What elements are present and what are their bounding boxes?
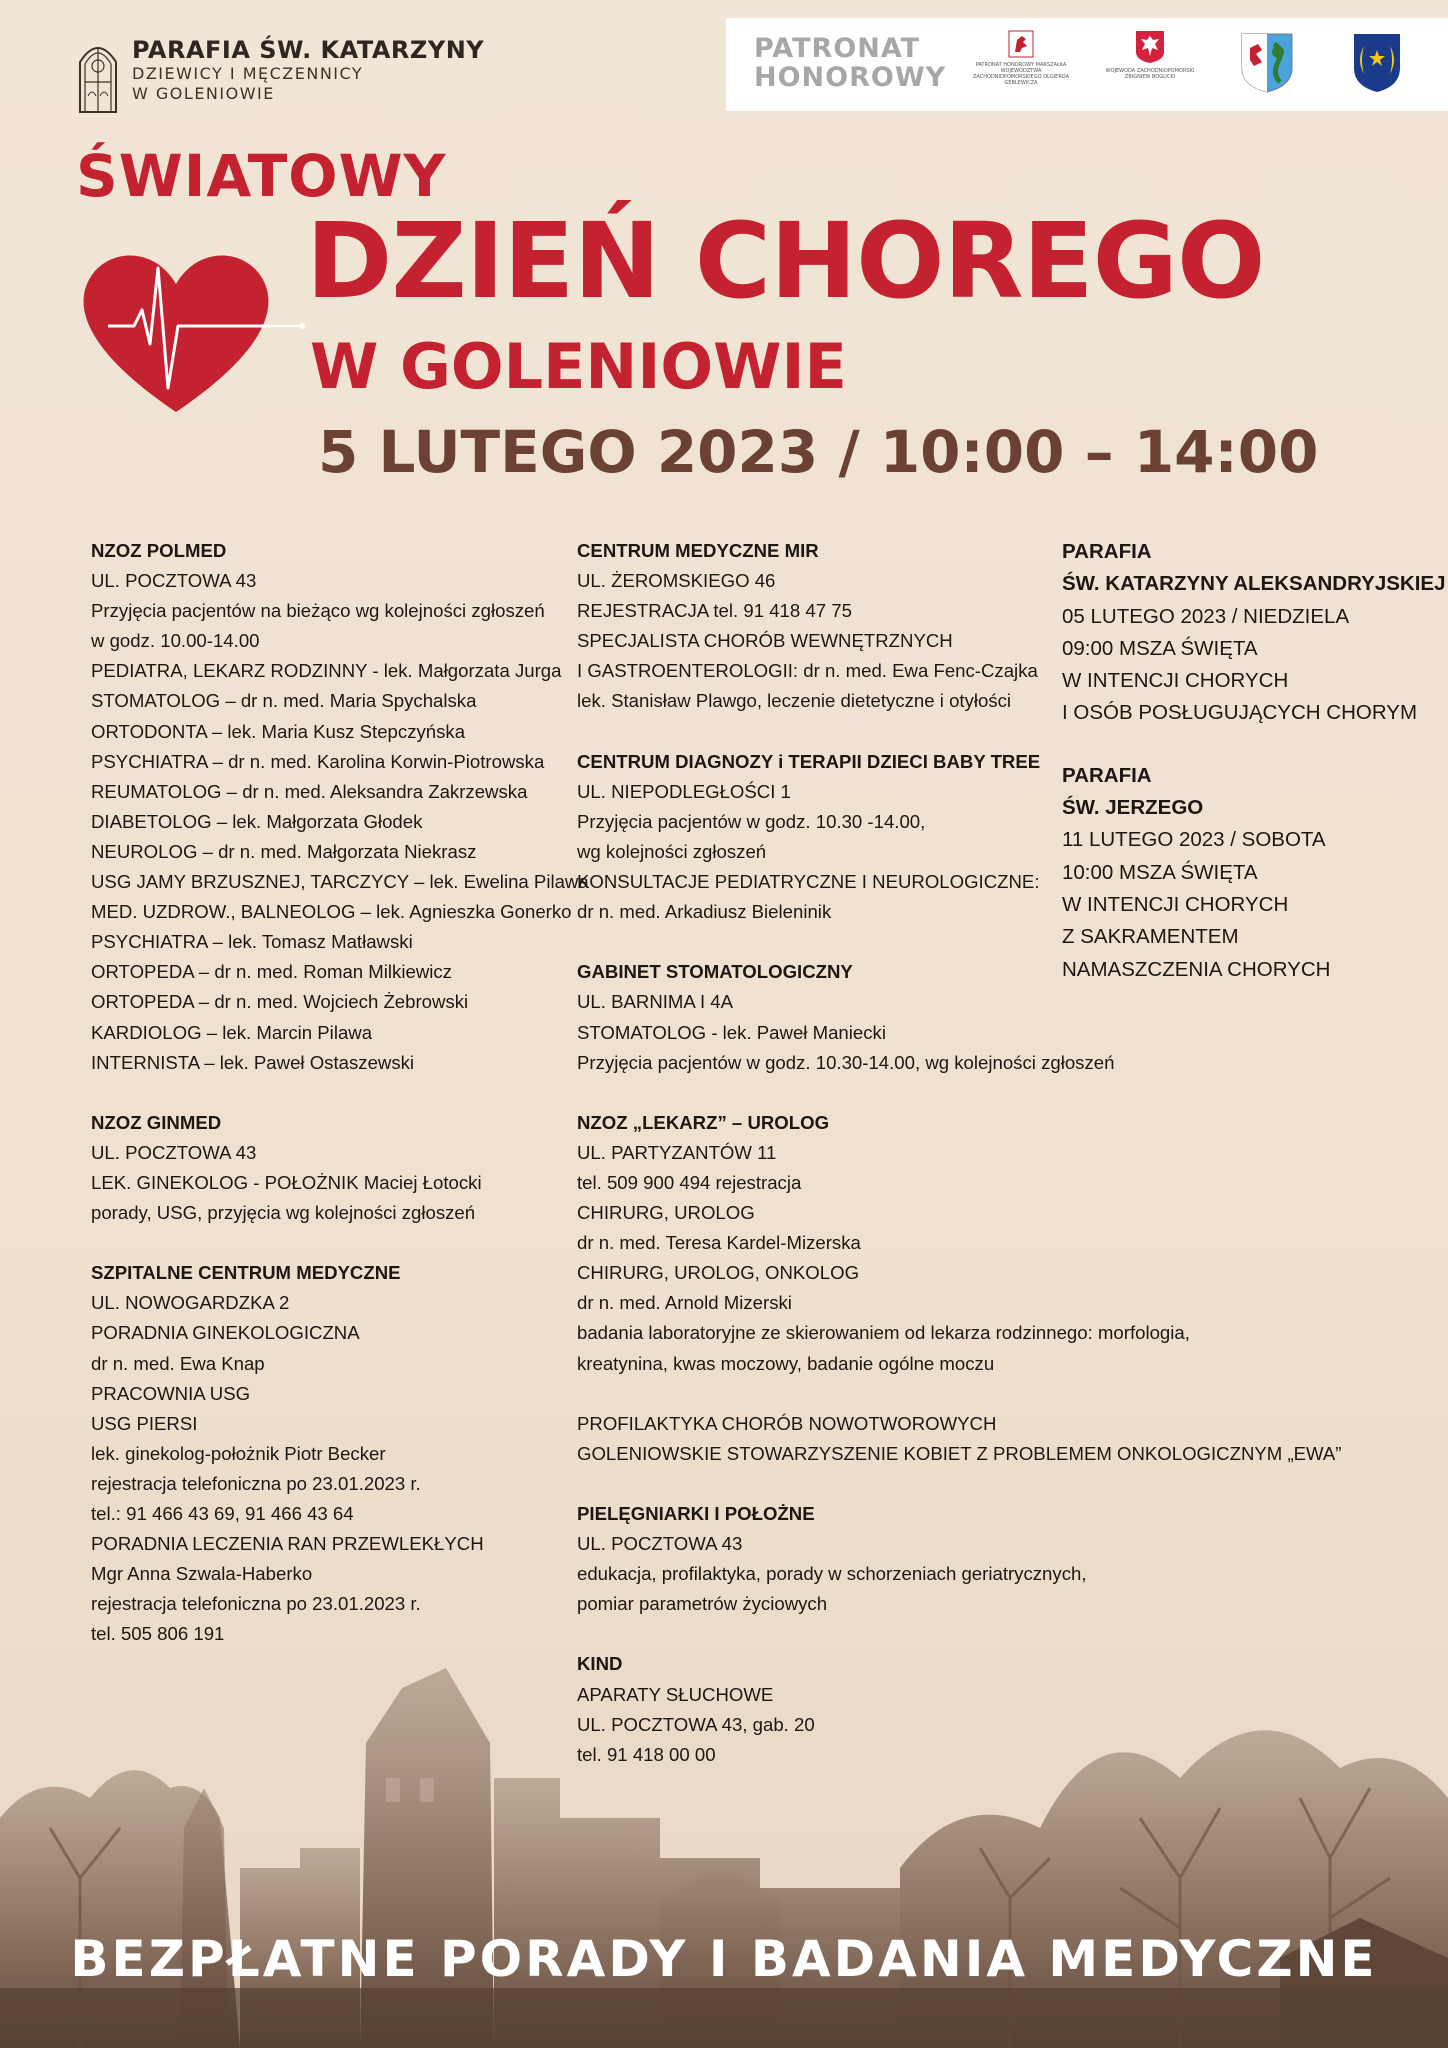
title-w-goleniowie: W GOLENIOWIE [310,330,847,403]
info-line: REUMATOLOG – dr n. med. Aleksandra Zakrzewska [91,780,528,802]
info-line: UL. POCZTOWA 43 [577,1533,743,1555]
info-line: PSYCHIATRA – lek. Tomasz Matławski [91,931,413,953]
section-heading: KIND [577,1653,623,1675]
info-line: wg kolejności zgłoszeń [577,840,767,862]
info-line: STOMATOLOG - lek. Paweł Maniecki [577,1021,886,1043]
section-heading: ŚW. KATARZYNY ALEKSANDRYJSKIEJ [1062,572,1446,596]
section-heading: SZPITALNE CENTRUM MEDYCZNE [91,1262,401,1284]
church-window-icon [76,36,120,114]
heart-pulse-icon [76,240,306,420]
info-line: PEDIATRA, LEKARZ RODZINNY - lek. Małgorzata Jurga [91,660,562,682]
section-heading: GABINET STOMATOLOGICZNY [577,961,853,983]
info-line: w godz. 10.00-14.00 [91,630,260,652]
info-line: lek. ginekolog-położnik Piotr Becker [91,1442,386,1464]
voivode-patron [1100,30,1200,80]
info-line: PSYCHIATRA – dr n. med. Karolina Korwin-Piotrowska [91,750,545,772]
info-line: kreatynina, kwas moczowy, badanie ogólne moczu [577,1352,995,1374]
info-line: rejestracja telefoniczna po 23.01.2023 r. [91,1472,421,1494]
info-line: UL. ŻEROMSKIEGO 46 [577,570,776,592]
info-line: DIABETOLOG – lek. Małgorzata Głodek [91,810,423,832]
info-line: dr n. med. Ewa Knap [91,1352,265,1374]
info-line: CHIRURG, UROLOG, ONKOLOG [577,1262,860,1284]
info-line: STOMATOLOG – dr n. med. Maria Spychalska [91,690,477,712]
marshal-patron [966,30,1076,86]
info-line: PORADNIA GINEKOLOGICZNA [91,1322,360,1344]
spacer [577,1379,1342,1409]
info-line: REJESTRACJA tel. 91 418 47 75 [577,600,852,622]
info-line: badania laboratoryjne ze skierowaniem od lekarza rodzinnego: morfologia, [577,1322,1190,1344]
info-line: pomiar parametrów życiowych [577,1593,828,1615]
griffin-emblem-icon [1008,30,1034,58]
info-line: tel. 505 806 191 [91,1623,225,1645]
info-line: dr n. med. Arkadiusz Bieleninik [577,901,832,923]
spacer [1062,730,1445,760]
info-line: porady, USG, przyjęcia wg kolejności zgłoszeń [91,1202,476,1224]
info-line: 09:00 MSZA ŚWIĘTA [1062,636,1258,660]
left-info-column [91,536,589,1649]
info-line: PORADNIA LECZENIA RAN PRZEWLEKŁYCH [91,1533,484,1555]
section-heading: PARAFIA [1062,763,1152,787]
info-line: UL. POCZTOWA 43 [91,570,257,592]
info-line: USG JAMY BRZUSZNEJ, TARCZYCY – lek. Ewelina Pilawa [91,871,589,893]
info-line: rejestracja telefoniczna po 23.01.2023 r. [91,1593,421,1615]
patronage-label [754,34,954,92]
patronage-bar [726,18,1448,111]
info-line: I GASTROENTEROLOGII: dr n. med. Ewa Fenc-Czajka [577,660,1038,682]
info-line: tel.: 91 466 43 69, 91 466 43 64 [91,1503,354,1524]
info-line: edukacja, profilaktyka, porady w schorzeniach geriatrycznych, [577,1563,1087,1585]
patronage-label-line2: HONOROWY [754,62,947,93]
section-heading: CENTRUM DIAGNOZY i TERAPII DZIECI BABY TREE [577,750,1041,772]
info-line: Przyjęcia pacjentów na bieżąco wg kolejności zgłoszeń [91,600,545,622]
info-line: ORTODONTA – lek. Maria Kusz Stepczyńska [91,720,466,742]
info-line: INTERNISTA – lek. Paweł Ostaszewski [91,1051,415,1073]
section-heading: CENTRUM MEDYCZNE MIR [577,540,819,561]
info-line: KONSULTACJE PEDIATRYCZNE I NEUROLOGICZNE: [577,871,1040,893]
parish-name: PARAFIA ŚW. KATARZYNY [132,36,485,64]
info-line: 05 LUTEGO 2023 / NIEDZIELA [1062,604,1350,628]
polish-eagle-icon [1135,30,1165,64]
info-line: ORTOPEDA – dr n. med. Roman Milkiewicz [91,961,452,983]
right-info-column [1062,536,1445,986]
info-line: MED. UZDROW., BALNEOLOG – lek. Agnieszka Gonerko [91,901,572,923]
info-line: Z SAKRAMENTEM [1062,925,1239,949]
info-line: W INTENCJI CHORYCH [1062,669,1289,693]
info-line: ORTOPEDA – dr n. med. Wojciech Żebrowski [91,991,469,1013]
info-line: dr n. med. Teresa Kardel-Mizerska [577,1232,861,1254]
spacer [577,1078,1342,1108]
info-line: UL. NIEPODLEGŁOŚCI 1 [577,780,791,802]
info-line: UL. POCZTOWA 43 [91,1141,257,1163]
info-line: PROFILAKTYKA CHORÓB NOWOTWOROWYCH [577,1412,997,1434]
footer-banner-text: BEZPŁATNE PORADY I BADANIA MEDYCZNE [70,1930,1378,1988]
marshal-patron-text: PATRONAT HONOROWY MARSZAŁKA WOJEWÓDZTWA ZACHODNIOPOMORSKIEGO OLGIERDA GEBLEWICZA [973,62,1069,86]
parish-location: W GOLENIOWIE [132,84,275,103]
info-line: USG PIERSI [91,1412,198,1434]
info-line: UL. NOWOGARDZKA 2 [91,1292,290,1314]
spacer [91,1228,589,1258]
info-line: Przyjęcia pacjentów w godz. 10.30-14.00, wg kolejności zgłoszeń [577,1051,1115,1073]
patronage-label-line1: PATRONAT [754,33,921,64]
info-line: lek. Stanisław Plawgo, leczenie dietetyczne i otyłości [577,690,1012,712]
info-line: dr n. med. Arnold Mizerski [577,1292,792,1314]
county-coat-of-arms-icon [1240,32,1294,94]
info-line: I OSÓB POSŁUGUJĄCYCH CHORYM [1062,701,1418,725]
info-line: CHIRURG, UROLOG [577,1202,755,1224]
info-line: PRACOWNIA USG [91,1382,251,1404]
info-line: Mgr Anna Szwala-Haberko [91,1563,313,1585]
info-line: UL. PARTYZANTÓW 11 [577,1141,777,1163]
info-line: SPECJALISTA CHORÓB WEWNĘTRZNYCH [577,630,953,652]
info-line: Przyjęcia pacjentów w godz. 10.30 -14.00, [577,810,926,832]
spacer [577,1619,1342,1649]
info-line: UL. BARNIMA I 4A [577,991,734,1013]
section-heading: ŚW. JERZEGO [1062,796,1204,820]
spacer [577,1469,1342,1499]
info-line: tel. 509 900 494 rejestracja [577,1171,802,1193]
event-date-time: 5 LUTEGO 2023 / 10:00 – 14:00 [318,418,1319,486]
info-line: NAMASZCZENIA CHORYCH [1062,957,1331,981]
info-line: APARATY SŁUCHOWE [577,1683,774,1705]
info-line: LEK. GINEKOLOG - POŁOŻNIK Maciej Łotocki [91,1171,482,1193]
parish-header [76,36,484,114]
info-line: UL. POCZTOWA 43, gab. 20 [577,1713,815,1735]
voivode-patron-text: WOJEWODA ZACHODNIOPOMORSKI ZBIGNIEW BOGUCKI [1105,68,1195,80]
info-line: 10:00 MSZA ŚWIĘTA [1062,860,1258,884]
section-heading: PIELĘGNIARKI I POŁOŻNE [577,1503,815,1524]
town-coat-of-arms-icon [1352,32,1402,94]
title-swiatowy: ŚWIATOWY [76,142,447,210]
info-line: tel. 91 418 00 00 [577,1743,716,1765]
spacer [91,1078,589,1108]
section-heading: NZOZ „LEKARZ” – UROLOG [577,1111,830,1133]
parish-subtitle: DZIEWICY I MĘCZENNICY [132,64,364,83]
info-line: 11 LUTEGO 2023 / SOBOTA [1062,828,1326,852]
info-line: GOLENIOWSKIE STOWARZYSZENIE KOBIET Z PROBLEMEM ONKOLOGICZNYM „EWA” [577,1442,1342,1464]
section-heading: NZOZ GINMED [91,1111,222,1133]
section-heading: NZOZ POLMED [91,540,227,561]
info-line: NEUROLOG – dr n. med. Małgorzata Niekrasz [91,840,477,862]
info-line: W INTENCJI CHORYCH [1062,893,1289,917]
title-dzien-chorego: DZIEŃ CHOREGO [306,200,1265,322]
section-heading: PARAFIA [1062,540,1152,563]
info-line: KARDIOLOG – lek. Marcin Pilawa [91,1021,373,1043]
